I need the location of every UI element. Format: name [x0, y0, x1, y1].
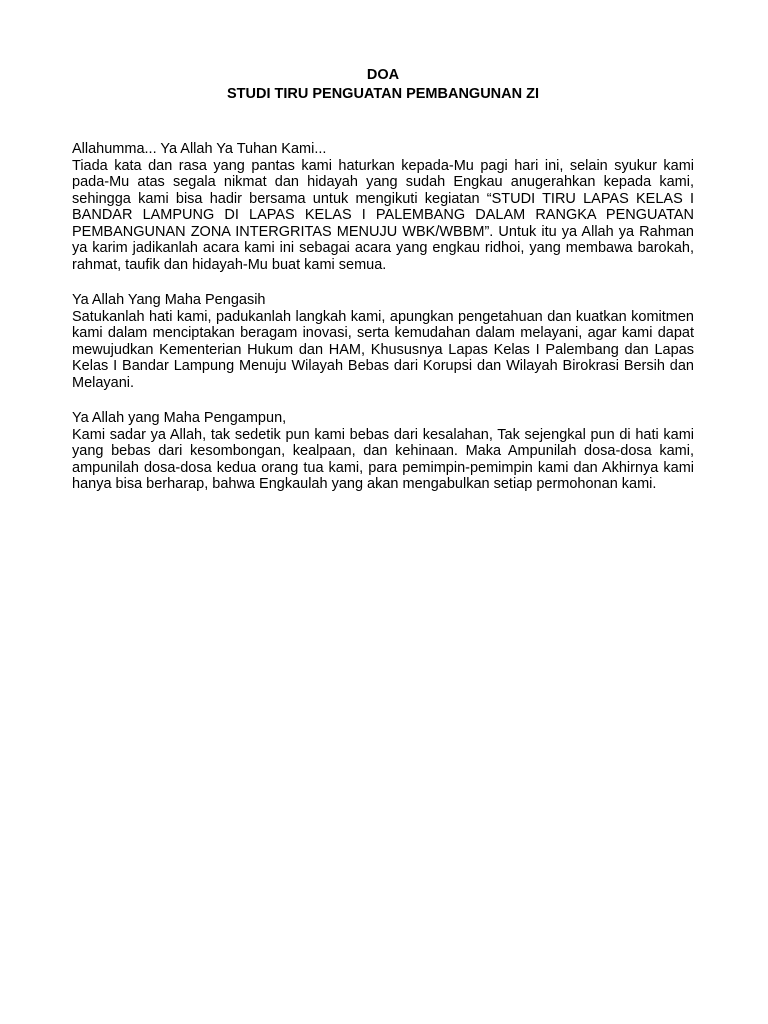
- section-paragraph: Satukanlah hati kami, padukanlah langkah kami, apungkan pengetahuan dan kuatkan komitmen kami dalam menciptakan beragam inovasi, serta kemudahan dalam melayani, agar kami dapat mewujudkan Kementerian Hukum dan HAM, Khususnya Lapas Kelas I Palembang dan Lapas Kelas I Bandar Lampung Menuju Wilayah Bebas dari Korupsi dan Wilayah Birokrasi Bersih dan Melayani.: [72, 308, 694, 391]
- section-maha-pengampun: [72, 410, 694, 493]
- document-title-line2: STUDI TIRU PENGUATAN PEMBANGUNAN ZI: [226, 86, 539, 102]
- section-opening: [72, 141, 694, 273]
- section-heading: Ya Allah yang Maha Pengampun,: [72, 410, 287, 426]
- section-heading: Ya Allah Yang Maha Pengasih: [72, 292, 266, 308]
- section-heading: Allahumma... Ya Allah Ya Tuhan Kami...: [72, 141, 327, 157]
- document-title-line1: DOA: [366, 67, 400, 83]
- section-paragraph: Tiada kata dan rasa yang pantas kami haturkan kepada-Mu pagi hari ini, selain syukur kami pada-Mu atas segala nikmat dan hidayah yang sudah Engkau anugerahkan kepada kami, sehingga kami bisa hadir bersama untuk mengikuti kegiatan “STUDI TIRU LAPAS KELAS I BANDAR LAMPUNG DI LAPAS KELAS I PALEMBANG DALAM RANGKA PENGUATAN PEMBANGUNAN ZONA INTERGRITAS MENUJU WBK/WBBM”. Untuk itu ya Allah ya Rahman ya karim jadikanlah acara kami ini sebagai acara yang engkau ridhoi, yang membawa barokah, rahmat, taufik dan hidayah-Mu buat kami semua.: [72, 157, 694, 273]
- document-page: [72, 66, 694, 493]
- section-maha-pengasih: [72, 292, 694, 391]
- section-paragraph: Kami sadar ya Allah, tak sedetik pun kami bebas dari kesalahan, Tak sejengkal pun di hati kami yang bebas dari kesombongan, kealpaan, dan kehinaan. Maka Ampunilah dosa-dosa kami, ampunilah dosa-dosa kedua orang tua kami, para pemimpin-pemimpin kami dan Akhirnya kami hanya bisa berharap, bahwa Engkaulah yang akan mengabulkan setiap permohonan kami.: [72, 426, 694, 492]
